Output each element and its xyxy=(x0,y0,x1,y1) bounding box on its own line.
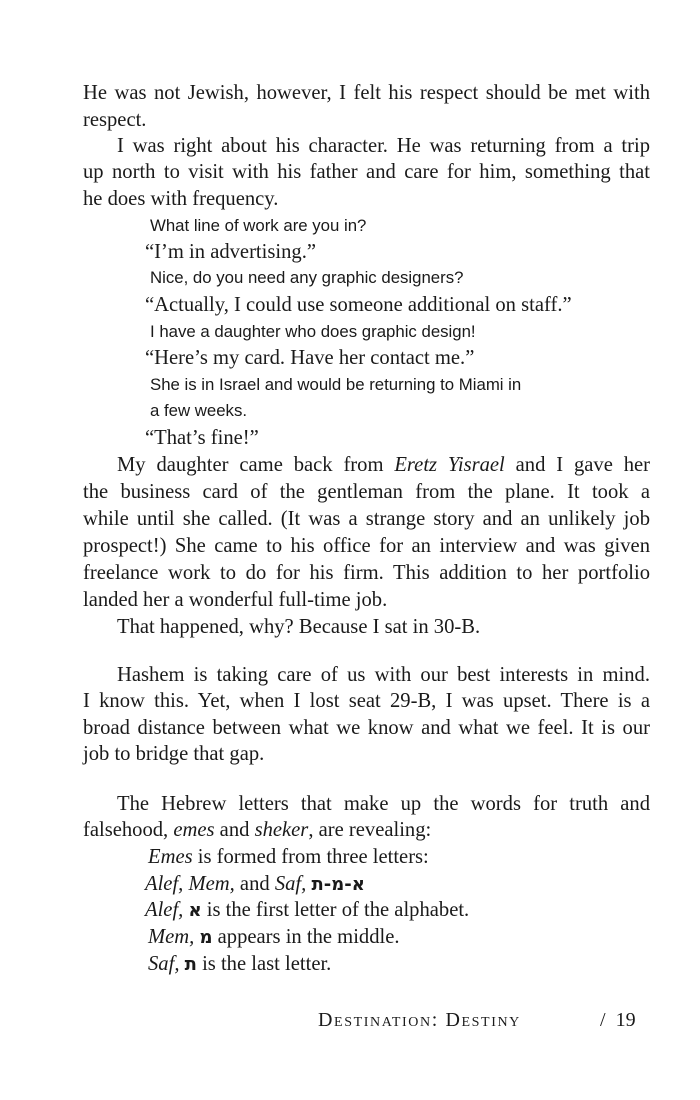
text: I know this. Yet, when I lost seat 29-B, I was upset. There is a xyxy=(83,690,650,712)
text: while until she called. (It was a strange story and an unlikely job xyxy=(83,508,650,530)
text: Hashem is taking care of us with our best interests in mind. xyxy=(117,664,650,686)
text-line xyxy=(145,345,474,371)
text-line xyxy=(145,292,572,318)
text: is the last letter. xyxy=(196,953,332,975)
text: and xyxy=(214,819,255,841)
page-number-value: 19 xyxy=(615,1009,636,1031)
text-line xyxy=(117,662,650,688)
text: is formed from three letters: xyxy=(192,846,429,868)
text-line xyxy=(150,319,476,345)
text-line xyxy=(83,715,650,741)
text: falsehood, xyxy=(83,819,174,841)
text: “I’m in advertising.” xyxy=(145,241,316,263)
text-line xyxy=(148,844,429,870)
text-line xyxy=(83,817,431,843)
text-line xyxy=(83,506,650,532)
text: She is in Israel and would be returning to Miami in xyxy=(150,375,522,394)
text: I was right about his character. He was returning from a trip xyxy=(117,135,650,157)
text-line xyxy=(83,533,650,559)
text-line xyxy=(83,587,387,613)
text: I have a daughter who does graphic design! xyxy=(150,322,476,341)
text: is the first letter of the alphabet. xyxy=(201,899,470,921)
text-line xyxy=(148,924,400,950)
hebrew-letters: א xyxy=(188,900,202,921)
text: and I gave her xyxy=(504,454,650,476)
text: respect. xyxy=(83,109,147,131)
text: What line of work are you in? xyxy=(150,216,367,235)
italic-text: sheker xyxy=(254,819,309,841)
text: My daughter came back from xyxy=(117,454,395,476)
hebrew-letters: א-מ-ת xyxy=(311,874,365,895)
text-line xyxy=(150,372,521,398)
text-line xyxy=(150,213,366,239)
text-line xyxy=(117,452,650,478)
text: a few weeks. xyxy=(150,401,248,420)
text-line xyxy=(145,897,469,923)
text-line xyxy=(148,951,331,977)
text: “Here’s my card. Have her contact me.” xyxy=(145,347,475,369)
text-line xyxy=(145,425,259,451)
text: The Hebrew letters that make up the words for truth and xyxy=(117,793,650,815)
text-line xyxy=(83,80,650,106)
text: broad distance between what we know and what we feel. It is our xyxy=(83,717,650,739)
text-line xyxy=(83,107,146,133)
text-line xyxy=(83,560,650,586)
text: “Actually, I could use someone additional on staff.” xyxy=(145,294,572,316)
text: job to bridge that gap. xyxy=(83,743,265,765)
hebrew-letters: ת xyxy=(184,954,197,975)
page-number xyxy=(600,1007,636,1033)
text: , are revealing: xyxy=(308,819,432,841)
italic-text: Saf, xyxy=(274,873,307,895)
hebrew-letters: מ xyxy=(199,927,213,948)
text-line xyxy=(117,614,480,640)
text-line xyxy=(145,871,365,897)
text: appears in the middle. xyxy=(212,926,400,948)
separator: / xyxy=(600,1009,606,1031)
text: landed her a wonderful full-time job. xyxy=(83,589,388,611)
text-line xyxy=(150,265,463,291)
text-line xyxy=(145,239,316,265)
italic-text: Alef, Mem, xyxy=(145,873,235,895)
text: That happened, why? Because I sat in 30-B. xyxy=(117,616,481,638)
italic-text: Mem, xyxy=(148,926,195,948)
italic-text: Emes xyxy=(148,846,193,868)
text-line xyxy=(117,791,650,817)
italic-text: Alef, xyxy=(145,899,184,921)
text-line xyxy=(83,479,650,505)
italic-text: emes xyxy=(173,819,215,841)
text: Nice, do you need any graphic designers? xyxy=(150,268,464,287)
text-line xyxy=(83,741,264,767)
italic-text: Eretz Yisrael xyxy=(394,454,505,476)
text-line xyxy=(150,398,247,424)
text-line xyxy=(83,186,278,212)
text: freelance work to do for his firm. This addition to her portfolio xyxy=(83,562,650,584)
text: He was not Jewish, however, I felt his respect should be met with xyxy=(83,82,650,104)
text: the business card of the gentleman from the plane. It took a xyxy=(83,481,650,503)
text: up north to visit with his father and care for him, something that xyxy=(83,161,650,183)
text: he does with frequency. xyxy=(83,188,279,210)
text-line xyxy=(83,688,650,714)
text: and xyxy=(234,873,275,895)
italic-text: Saf, xyxy=(148,953,180,975)
text-line xyxy=(117,133,650,159)
text-line xyxy=(83,159,650,185)
running-head: Destination: Destiny xyxy=(318,1009,521,1031)
text: “That’s fine!” xyxy=(145,427,259,449)
text: prospect!) She came to his office for an interview and was given xyxy=(83,535,650,557)
